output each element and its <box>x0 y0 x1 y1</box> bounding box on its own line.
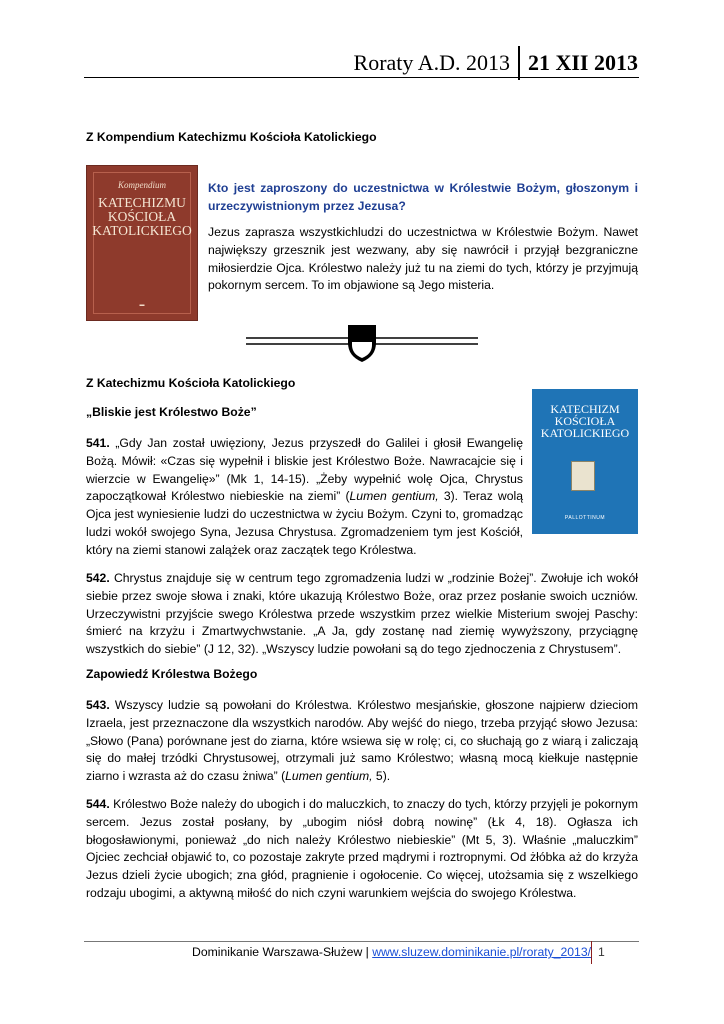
header-rule <box>84 77 639 78</box>
paragraph-542 <box>86 570 638 659</box>
paragraph-543 <box>86 697 638 786</box>
kompendium-question: Kto jest zaproszony do uczestnictwa w Królestwie Bożym, głoszonym i urzeczywistnionym przez Jezusa? <box>208 181 638 213</box>
paragraph-number: 543. <box>86 698 110 712</box>
paragraph-text: Chrystus znajduje się w centrum tego zgromadzenia ludzi w „rodzinie Bożej”. Zwołuje ich wokół siebie przez swoje słowa i znaki, które ukazują Królestwo Boże, oraz przez posłanie swoich uczniów. Urzeczywistni przyjście swego Królestwa przede wszystkim przez wielkie Misterium swojej Paschy: śmierć na krzyżu i Zmartwychwstanie. „A Ja, gdy zostanę nad ziemię wywyższony, przyciągnę wszystkich do siebie” (J 12, 32). „Wszyscy ludzie powołani są do tego zjednoczenia z Chrystusem”. <box>86 571 638 657</box>
paragraph-541 <box>86 435 523 560</box>
book2-publisher: PALLOTTINUM <box>564 515 606 521</box>
footer-text: Dominikanie Warszawa-Służew | <box>192 945 373 959</box>
footer-rule <box>84 941 639 942</box>
footer-link[interactable]: www.sluzew.dominikanie.pl/roraty_2013/ <box>372 945 591 959</box>
paragraph-number: 541. <box>86 436 110 450</box>
section-heading-zapowiedz: Zapowiedź Królestwa Bożego <box>86 667 258 681</box>
citation-italic: Lumen gentium, <box>349 489 439 504</box>
paragraph-number: 542. <box>86 571 110 585</box>
book2-cover-title: KATECHIZM KOŚCIOŁA KATOLICKIEGO <box>540 402 630 440</box>
book2-emblem-icon <box>571 461 595 491</box>
ornament-divider <box>246 324 478 364</box>
page-number-box <box>591 941 639 964</box>
header-date: 21 XII 2013 <box>527 50 638 75</box>
paragraph-text: Królestwo Boże należy do ubogich i do maluczkich, to znaczy do tych, którzy przyjęli je pokornym sercem. Jezus został posłany, by „ubogim niósł dobrą nowinę” (Łk 4, 18). Ogłasza ich błogosławionymi, ponieważ „do nich należy Królestwo niebieskie” (Mt 5, 3). Właśnie „maluczkim” Ojciec zechciał objawić to, co pozostaje zakryte przed mądrymi i roztropnymi. Od żłóbka aż do krzyża Jezus dzieli życie ubogich; zna głód, pragnienie i ogołocenie. Co więcej, utożsamia się z wszelkiego rodzaju ubogimi, a aktywną miłość do nich czyni warunkiem wejścia do swojego Królestwa. <box>86 797 638 900</box>
page-number: 1 <box>598 945 605 959</box>
page-number-rule <box>591 941 592 964</box>
paragraph-text-cont: 5). <box>372 769 391 784</box>
paragraph-number: 544. <box>86 797 110 811</box>
page-footer <box>86 945 591 959</box>
paragraph-text-cont: 3). Teraz wolą Ojca jest wyniesienie ludzi do uczestnictwa w życiu Bożym. Czyni to, gromadząc ludzi wokół swojego Syna, Jezusa Chrystusa. Zgromadzeniem tym jest Kościół, który na ziemi stanowi zalążek oraz zaczątek tego Królestwa. <box>86 489 524 557</box>
book-cover-frame <box>93 172 191 314</box>
paragraph-text: Wszyscy ludzie są powołani do Królestwa. Królestwo mesjańskie, głoszone najpierw dzieciom Izraela, jest przeznaczone dla wszystkich narodów. Aby wejść do niego, trzeba przyjąć słowo Jezusa: „Słowo (Pana) porównane jest do ziarna, które wsiewa się w rolę; ci, co słuchają go z wiarą i zaliczają się do małej trzódki Chrystusowej, otrzymali już samo Królestwo; własną mocą kiełkuje następnie ziarno i wzrasta aż do czasu żniwa” ( <box>86 698 638 784</box>
katechizm-book-cover-image <box>532 389 638 534</box>
book-cover-line2: KATECHIZMU KOŚCIOŁA KATOLICKIEGO <box>92 195 192 238</box>
section-heading-kompendium: Z Kompendium Katechizmu Kościoła Katolickiego <box>86 130 377 144</box>
section-subheading-bliskie: „Bliskie jest Królestwo Boże” <box>86 405 257 419</box>
citation-italic: Lumen gentium, <box>285 769 373 784</box>
book-cover-publisher-mark: ▬ <box>139 302 145 308</box>
page-header <box>354 46 638 76</box>
book-cover-line1: Kompendium <box>118 180 166 190</box>
paragraph-544 <box>86 796 638 903</box>
header-title: Roraty A.D. 2013 <box>353 50 510 75</box>
section-heading-katechizm: Z Katechizmu Kościoła Katolickiego <box>86 376 296 390</box>
kompendium-answer: Jezus zaprasza wszystkichludzi do uczestnictwa w Królestwie Bożym. Nawet największy grzesznik jest wezwany, aby się nawrócił i przyjął bezgraniczne miłosierdzie Ojca. Królestwo należy już tu na ziemi do tych, którzy je przyjmują pokornym sercem. To im objawione są Jego misteria. <box>208 225 638 293</box>
kompendium-book-cover-image <box>86 165 198 321</box>
paragraph-text: „Gdy Jan został uwięziony, Jezus przyszedł do Galilei i głosił Ewangelię Bożą. Mówił: «Czas się wypełnił i bliskie jest Królestwo Boże. Nawracajcie się i wierzcie w Ewangelię»” (Mk 1, 14-15). „Żeby wypełnić wolę Ojca, Chrystus zapoczątkował Królestwo niebieskie na ziemi” ( <box>86 436 523 504</box>
